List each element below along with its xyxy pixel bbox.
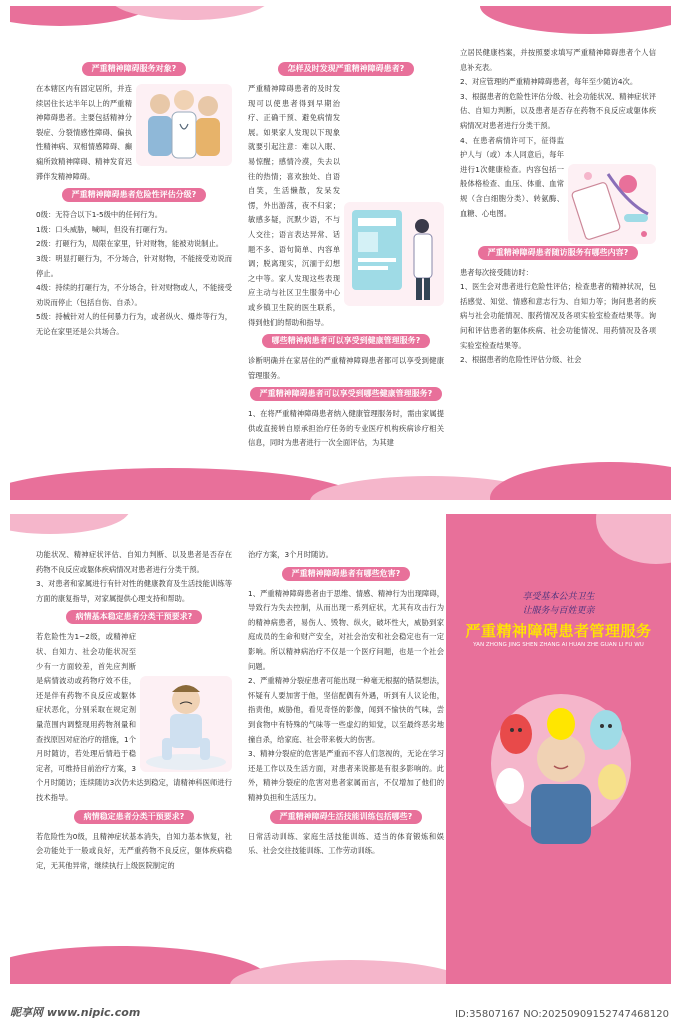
stable-intervention-text: 若危险性为0级，且精神症状基本消失，自知力基本恢复，社会功能处于一般或良好，无严重药物不良反应，躯体疾病稳定，无其他异常，继续执行上级医院制定的 [36, 831, 232, 870]
medical-tools-illustration-icon [568, 164, 656, 244]
cover-top-blob [596, 514, 671, 564]
image-id-watermark: ID:35807167 NO:20250909152747468120 [455, 1009, 669, 1020]
followup-text-1: 1、医生会对患者进行危险性评估；检查患者的精神状况，包括感觉、知觉、情感和意志行为、自知力等；询问患者的疾病与社会功能情况、服药情况及各项实验室检查结果等。询问和评估患者的躯体疾病、社会功能情况、用药情况及各项实验室检查结果等。 [460, 282, 656, 350]
top-column-1 [36, 58, 232, 340]
harm-text-2: 2、严重精神分裂症患者可能出现一种毫无根据的错误想法，怀疑有人要加害于他，坚信配偶有外遇，听到有人议论他，指责他，威胁他，看见奇怪的影像，闻到不愉快的气味，尝到食物中有特殊的气味等一些虚幻的知觉，以至最终恶劣地撞自杀，给家庭、社会带来极大的伤害。 [248, 676, 444, 744]
cover-pinyin: YAN ZHONG JING SHEN ZHANG AI HUAN ZHE GUAN LI FU WU [473, 642, 644, 648]
bottom-wave-right [490, 462, 671, 500]
brochure-outside-sheet [10, 514, 671, 984]
section-heading: 病情稳定患者分类干预要求? [74, 810, 195, 824]
followup-intro-text: 患者每次接受随访时： [460, 267, 533, 277]
harm-text-3: 3、精神分裂症的危害是严重而不容人们忽视的，无论在学习还是工作以及生活方面，对患者来说都是有很多影响的。此外，精神分裂症的危害对患者家属而言，不仅增加了他们的精神负担和生活压力。 [248, 749, 444, 802]
health-management-text-1: 1、在将严重精神障碍患者纳入健康管理服务时，需由家属提供或直接转自原承担治疗任务的专业医疗机构疾病诊疗相关信息，同时为患者进行一次全面评估，为其建 [248, 409, 444, 448]
cover-slogan-2: 让服务与百姓更亲 [522, 606, 595, 616]
section-heading: 严重精神障碍患者随访服务有哪些内容? [478, 246, 639, 260]
top-column-2 [248, 58, 444, 451]
cover-slogan-1: 享受基本公共卫生 [522, 592, 595, 602]
followup-text-2-cont: 功能状况、精神症状评估、自知力判断、以及患者是否存在药物不良反应或躯体疾病情况对患者进行分类干预。 [36, 550, 232, 574]
bottom-wave-left [10, 468, 360, 500]
risk-level-2: 2级：打砸行为，局限在家里，针对财物，能被劝说制止。 [36, 239, 224, 249]
eligible-patients-text: 诊断明确并在家居住的严重精神障碍患者都可以享受到健康管理服务。 [248, 356, 444, 380]
risk-level-3: 3级：明显打砸行为，不分场合，针对财物，不能接受劝说而停止。 [36, 253, 232, 278]
section-heading: 严重精神障碍患者可以享受到哪些健康管理服务? [250, 387, 443, 401]
service-target-text: 在本辖区内有固定居所，并连续居住长达半年以上的严重精神障碍患者。主要包括精神分裂症、分裂情感性障碍、偏执性精神病、双相情感障碍、癫痫所致精神障碍、精神发育迟滞伴发精神障碍。 [36, 84, 132, 181]
harm-text-1: 1、严重精神障碍患者由于思维、情感、精神行为出现障碍，导致行为失去控制，从而出现一系列症状，尤其有攻击行为的精神病患者，易伤人、毁物、纵火，破坏性大，威胁到家庭成员的生命和财产安全，对社会治安和社会稳定也有一定影响。所以精神病治疗不仅是一个医疗问题，也是一个社会问题。 [248, 588, 444, 671]
cover-panel [446, 514, 671, 984]
person-with-masks-illustration-icon [476, 674, 646, 844]
section-heading: 严重精神障碍患者危险性评估分级? [62, 188, 207, 202]
section-heading: 严重精神障碍生活技能训练包括哪些? [270, 810, 423, 824]
risk-level-0: 0级：无符合以下1-5级中的任何行为。 [36, 210, 163, 220]
cover-title: 严重精神障碍患者管理服务 [465, 622, 652, 640]
risk-level-1: 1级：口头威胁，喊叫，但没有打砸行为。 [36, 224, 172, 234]
section-heading: 病情基本稳定患者分类干预要求? [66, 610, 203, 624]
followup-text-2: 2、根据患者的危险性评估分级、社会 [460, 355, 582, 365]
risk-level-5: 5级：持械针对人的任何暴力行为，或者纵火、爆炸等行为，无论在家里还是公共场合。 [36, 312, 232, 336]
bottom-column-2 [248, 548, 444, 859]
top-column-3 [460, 46, 656, 368]
risk-level-4: 4级：持续的打砸行为，不分场合，针对财物或人，不能接受劝说而停止（包括自伤、自杀）。 [36, 283, 232, 307]
section-heading: 严重精神障碍服务对象? [82, 62, 187, 76]
section-heading: 严重精神障碍患者有哪些危害? [282, 567, 411, 581]
health-management-text-1-cont: 立居民健康档案，并按照要求填写严重精神障碍患者个人信息补充表。 [460, 48, 656, 72]
bottom-wave-left [10, 946, 270, 984]
stable-intervention-text-cont: 治疗方案，3个月时随访。 [248, 550, 333, 559]
followup-text-3: 3、对患者和家属进行有针对性的健康教育及生活技能训练等方面的康复指导，对家属提供心理支持和帮助。 [36, 579, 232, 603]
bottom-wave-light [230, 960, 470, 984]
doctors-illustration-icon [136, 84, 232, 166]
life-skills-text: 日常活动训练、家庭生活技能训练、适当的体育锻炼和娱乐、社会交往技能训练、工作劳动训练。 [248, 831, 444, 856]
early-detection-text: 严重精神障碍患者的及时发现可以使患者得到早期治疗、正确干预、避免病情发展。如果家人发现以下现象就要引起注意：难以入眠、易惊醒；感情冷漠，失去以往的热情；喜欢独处、自语自笑，生活懒散，发呆发愣，外出游荡，夜不归家；敏感多疑，沉默少语，不与人交往；语言表达异常、话题不多、语句简单、内容单调；脱离现实，沉湎于幻想之中等。家人发现这些表现应主动与社区卫生服务中心或乡镇卫生院的医生联系，得到他们的帮助和指导。 [248, 84, 340, 327]
distressed-person-illustration-icon [140, 676, 232, 772]
unstable-intervention-text: 若危险性为1~2级，或精神症状、自知力、社会功能状况至少有一方面较差，首先应判断是病情波动或药物疗效不佳，还是伴有药物不良反应或躯体症状恶化，分别采取在规定剂量范围内调整现用药物剂量和查找原因对症治疗的措施，1个月时随访，若处理后情趋于稳定者，可维持目前治疗方案，3个月时随访；连续随访3次仍未达到稳定，请精神科医师进行技术指导。 [36, 632, 232, 802]
health-checkup-text: 4、在患者病情许可下，征得监护人与（或）本人同意后，每年进行1次健康检查。内容包括一般体格检查、血压、体重、血常规（含白细胞分类）、转氨酶、血糖、心电图。 [460, 135, 564, 218]
section-heading: 哪些精神病患者可以享受到健康管理服务? [262, 334, 431, 348]
top-right-wave [480, 6, 671, 34]
health-management-text-3: 3、根据患者的危险性评估分级、社会功能状况、精神症状评估、自知力判断，以及患者是否存在药物不良反应或躯体疾病情况对患者进行分类干预。 [460, 91, 656, 130]
top-left-wave [10, 514, 130, 534]
section-heading: 怎样及时发现严重精神障碍患者? [278, 62, 415, 76]
health-management-text-2: 2、对应管理的严重精神障碍患者，每年至少随访4次。 [460, 77, 638, 87]
brochure-inside-sheet [10, 6, 671, 500]
doctor-screen-illustration-icon [344, 202, 444, 306]
bottom-column-1 [36, 548, 232, 873]
top-wave-light [110, 6, 270, 20]
site-watermark: 昵享网 www.nipic.com [10, 1006, 141, 1019]
